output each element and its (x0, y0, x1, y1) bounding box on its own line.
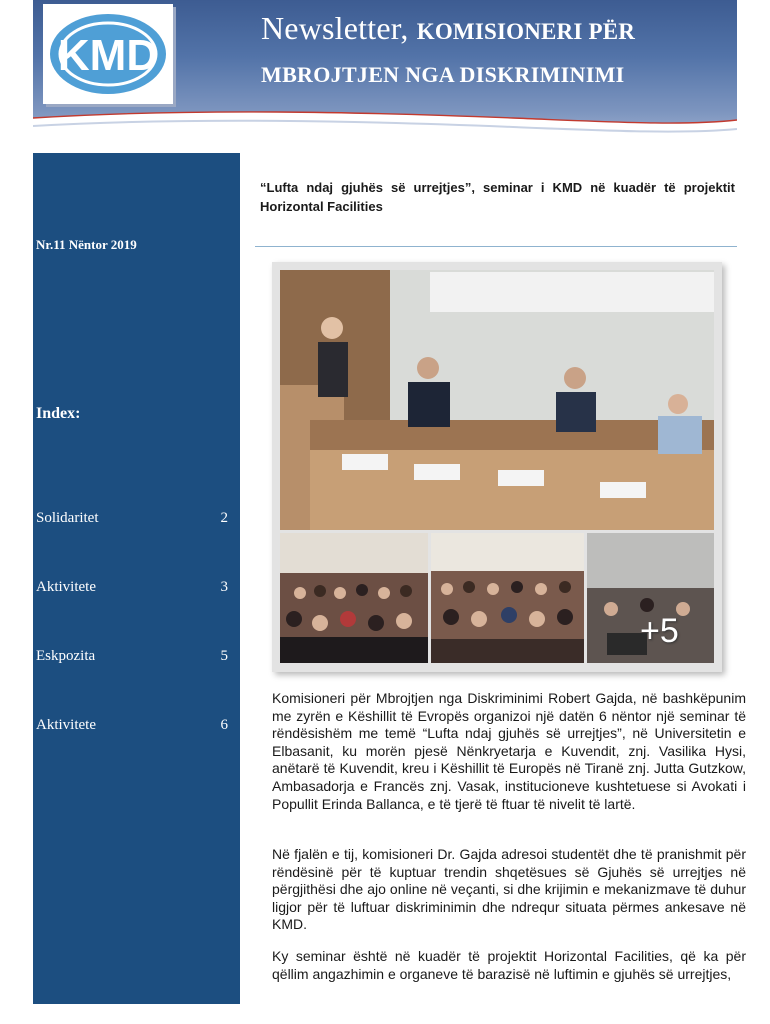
article-paragraph: Ky seminar është në kuadër të projektit Horizontal Facilities, që ka për qëllim angazhimin e organeve të barazisë në luftimin e gjuhës së urrejtjes, (272, 948, 746, 982)
newsletter-header (33, 0, 737, 160)
index-item-page: 3 (220, 579, 228, 595)
title-caps-line-1: KOMISIONERI PËR (416, 19, 636, 44)
svg-text:KMD: KMD (57, 31, 159, 80)
article-title: “Lufta ndaj gjuhës së urrejtjes”, seminar i KMD në kuadër të projektit Horizontal Facilities (260, 180, 735, 214)
kmd-logo (43, 4, 173, 104)
index-item[interactable] (36, 648, 228, 665)
title-word: Newsletter, (261, 10, 409, 46)
title-divider (255, 246, 737, 247)
index-item-label: Eskpozita (36, 648, 96, 664)
newsletter-title (261, 10, 635, 47)
audience-photo-1[interactable] (280, 533, 428, 663)
index-item-label: Solidaritet (36, 510, 99, 526)
audience-photo-2[interactable] (431, 533, 584, 663)
index-item-page: 6 (220, 717, 228, 733)
issue-number: Nr.11 Nëntor 2019 (36, 237, 137, 252)
article-paragraph: Në fjalën e tij, komisioneri Dr. Gajda adresoi studentët dhe të pranishmit për rëndësinë për të kuptuar trendin shqetësues së Gjuhës së urrejtjes në përgjithësi dhe ajo online në veçanti, si dhe krijimin e mekanizmave të duhur ligjor për të luftuar diskriminimin dhe ndrequr situata përmes ankesave në KMD. (272, 846, 746, 933)
sidebar (33, 153, 240, 1004)
index-item-page: 2 (220, 510, 228, 526)
title-caps-line-2: MBROJTJEN NGA DISKRIMINIMI (261, 62, 625, 87)
index-item[interactable] (36, 510, 228, 527)
index-item-label: Aktivitete (36, 579, 96, 595)
kmd-logo-mark (46, 8, 170, 100)
more-photos-badge[interactable]: +5 (640, 612, 679, 650)
index-item[interactable] (36, 717, 228, 734)
index-item-label: Aktivitete (36, 717, 96, 733)
index-heading: Index: (36, 405, 81, 422)
index-item-page: 5 (220, 648, 228, 664)
seminar-panel-photo[interactable] (280, 270, 714, 530)
article-paragraph: Komisioneri për Mbrojtjen nga Diskriminimi Robert Gajda, në bashkëpunim me zyrën e Këshillit të Evropës organizoi një datën 6 nëntor një seminar të rëndësishëm me temë “Lufta ndaj gjuhës së urrejtjes”, në Universitetin e Elbasanit, ku morën pjesë Nënkryetarja e Kuvendit, znj. Vasilika Hysi, anëtarë të Kuvendit, kreu i Këshillit të Europës në Tiranë znj. Jutta Gutzkow, Ambasadorja e Francës znj. Vasak, institucioneve kushtetuese si Avokati i Popullit Erinda Ballanca, e të tjerë të ftuar të nivelit të lartë. (272, 690, 746, 812)
index-item[interactable] (36, 579, 228, 596)
